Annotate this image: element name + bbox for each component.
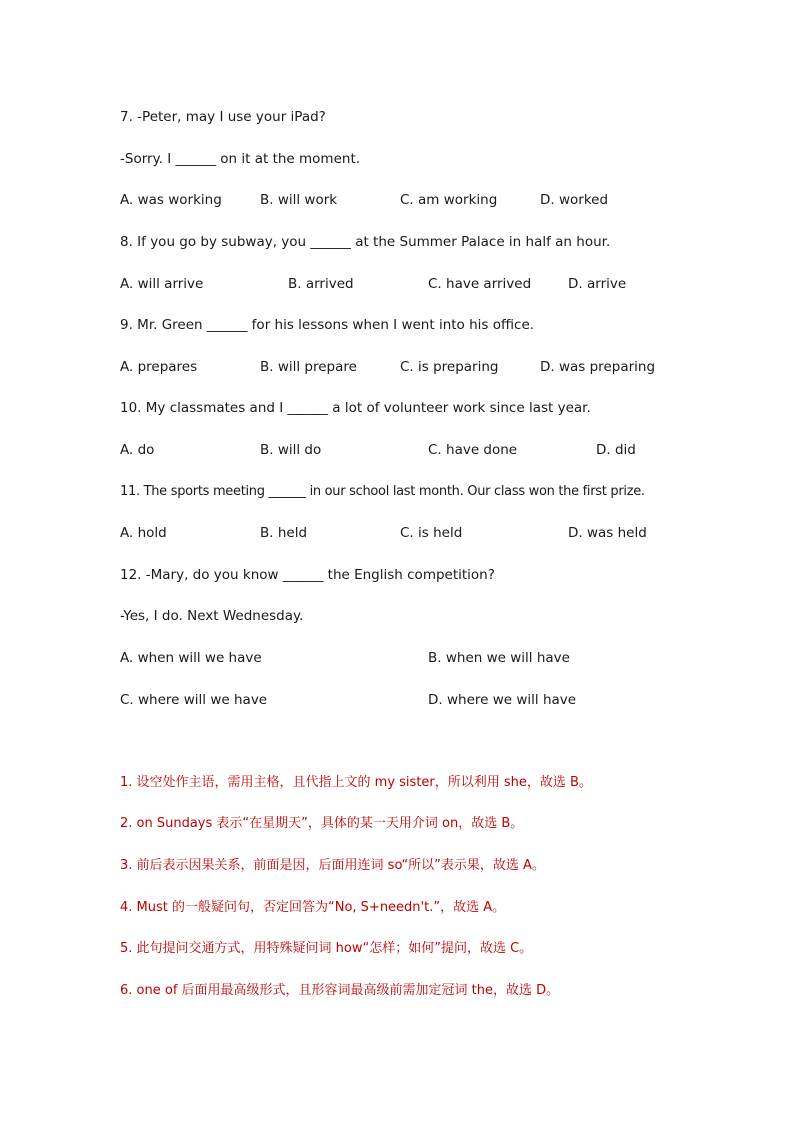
question-7-option-b: B. will work <box>260 192 338 208</box>
answer-explanation-2: 2. on Sundays 表示“在星期天”，具体的某一天用介词 on，故选 B。 <box>120 816 524 831</box>
question-8-option-d: D. arrive <box>568 276 627 292</box>
question-10-option-b: B. will do <box>260 442 322 458</box>
answer-explanation-6: 6. one of 后面用最高级形式，且形容词最高级前需加定冠词 the，故选 D。 <box>120 983 560 998</box>
answer-explanation-4: 4. Must 的一般疑问句，否定回答为“No, S+needn't.”，故选 A。 <box>120 900 506 915</box>
question-11-option-b: B. held <box>260 525 308 541</box>
question-7-option-d: D. worked <box>540 192 609 208</box>
question-9-option-c: C. is preparing <box>400 359 499 375</box>
question-9-option-d: D. was preparing <box>540 359 656 375</box>
question-8-stem: 8. If you go by subway, you ______ at the Summer Palace in half an hour. <box>120 234 611 250</box>
question-7-stem: 7. -Peter, may I use your iPad? <box>120 109 326 125</box>
question-12-option-b: B. when we will have <box>428 650 570 666</box>
question-12-option-a: A. when will we have <box>120 650 262 666</box>
question-8-option-c: C. have arrived <box>428 276 532 292</box>
answer-explanation-5: 5. 此句提问交通方式，用特殊疑问词 how“怎样；如何”提问，故选 C。 <box>120 941 533 956</box>
question-12-stem: 12. -Mary, do you know ______ the English competition? <box>120 567 495 583</box>
question-10-option-c: C. have done <box>428 442 518 458</box>
question-11-stem: 11. The sports meeting ______ in our school last month. Our class won the first prize. <box>120 484 645 499</box>
answer-explanation-3: 3. 前后表示因果关系，前面是因，后面用连词 so“所以”表示果，故选 A。 <box>120 858 545 873</box>
question-8-option-b: B. arrived <box>288 276 354 292</box>
question-9-stem: 9. Mr. Green ______ for his lessons when I went into his office. <box>120 317 535 333</box>
question-11-option-d: D. was held <box>568 525 647 541</box>
question-10-option-a: A. do <box>120 442 155 458</box>
question-10-option-d: D. did <box>596 442 636 458</box>
question-7-option-c: C. am working <box>400 192 498 208</box>
question-12-reply: -Yes, I do. Next Wednesday. <box>120 608 304 624</box>
question-11-option-a: A. hold <box>120 525 167 541</box>
question-7-option-a: A. was working <box>120 192 222 208</box>
question-7-reply: -Sorry. I ______ on it at the moment. <box>120 151 361 167</box>
question-10-stem: 10. My classmates and I ______ a lot of volunteer work since last year. <box>120 400 591 416</box>
question-11-option-c: C. is held <box>400 525 463 541</box>
question-9-option-a: A. prepares <box>120 359 198 375</box>
question-12-option-d: D. where we will have <box>428 692 577 708</box>
question-8-option-a: A. will arrive <box>120 276 204 292</box>
question-12-option-c: C. where will we have <box>120 692 268 708</box>
question-9-option-b: B. will prepare <box>260 359 357 375</box>
answer-explanation-1: 1. 设空处作主语，需用主格，且代指上文的 my sister，所以利用 she，故选 B。 <box>120 775 592 790</box>
